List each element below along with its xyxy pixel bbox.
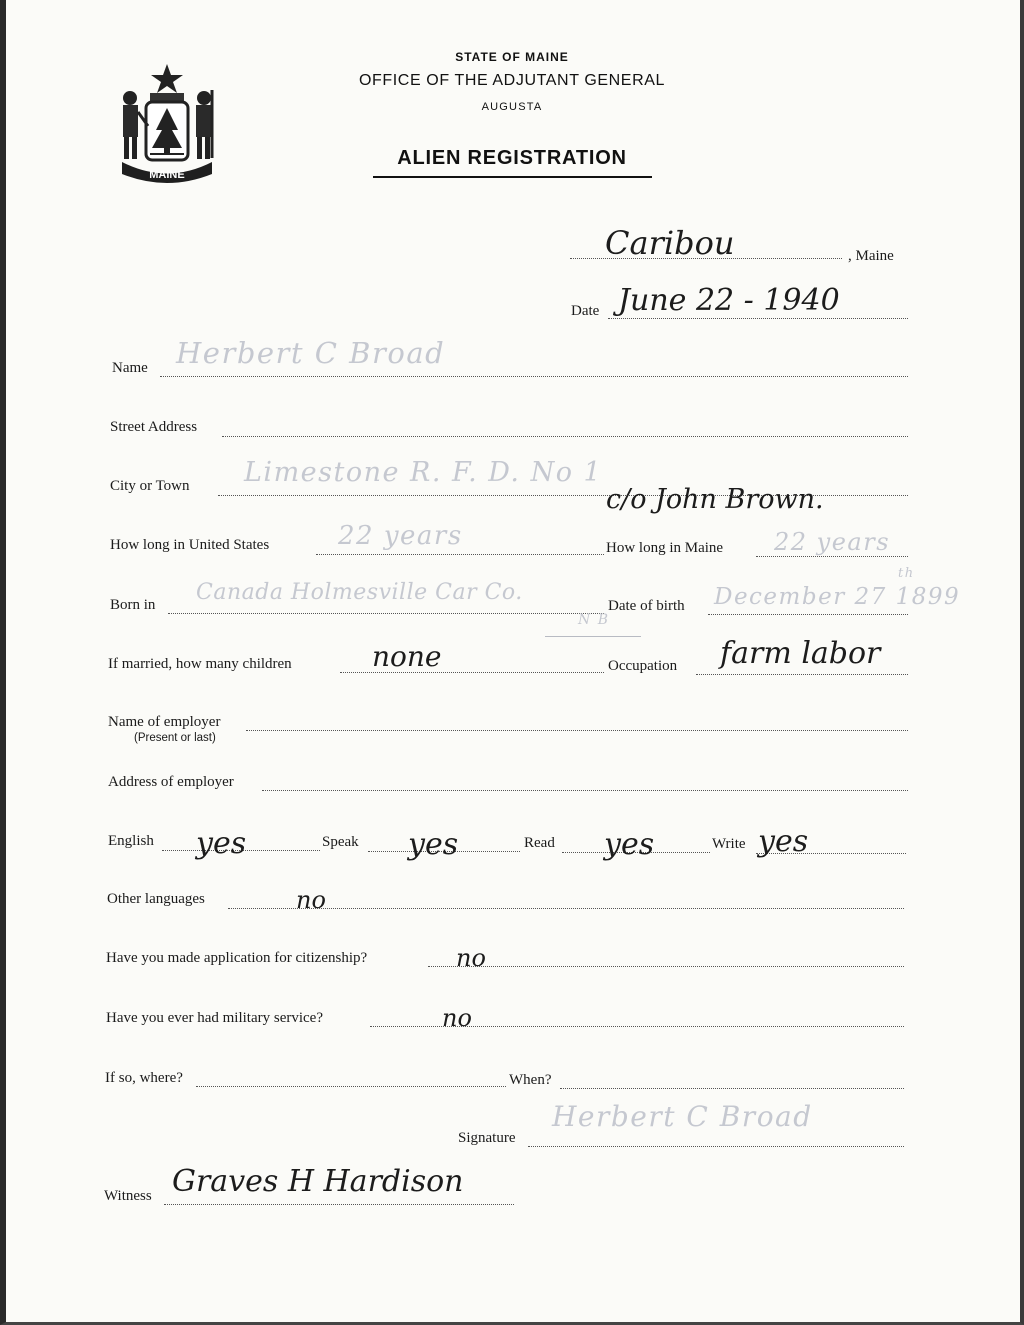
witness-label: Witness [104,1188,152,1204]
where-label: If so, where? [105,1070,183,1086]
street-line [222,436,908,437]
dob-suffix: th [898,566,915,581]
write-entry: yes [758,824,809,859]
maine-suffix: , Maine [848,248,894,264]
employer-sublabel: (Present or last) [134,732,216,744]
children-entry: none [372,640,442,673]
place-entry: Caribou [605,224,735,262]
where-line [196,1086,506,1087]
citizenship-label: Have you made application for citizenship? [106,950,368,966]
svg-text:MAINE: MAINE [149,169,185,181]
other-languages-entry: no [296,886,326,914]
signature-entry: Herbert C Broad [552,1100,813,1133]
date-entry: June 22 - 1940 [618,283,840,318]
speak-entry: yes [408,827,459,862]
office-heading: OFFICE OF THE ADJUTANT GENERAL [358,72,666,89]
when-line [560,1088,904,1089]
english-entry: yes [196,826,247,861]
speak-label: Speak [322,834,359,850]
born-in-line [168,613,604,614]
other-languages-label: Other languages [107,891,205,907]
signature-line [528,1146,904,1147]
city-entry: Limestone R. F. D. No 1 [244,457,603,488]
born-in-entry: Canada Holmesville Car Co. [196,580,523,605]
years-maine-line [756,556,908,557]
military-label: Have you ever had military service? [106,1010,323,1026]
years-maine-entry: 22 years [774,528,891,556]
name-entry: Herbert C Broad [176,336,446,370]
dob-entry: December 27 1899 [714,584,961,610]
write-label: Write [712,836,746,852]
citizenship-line [428,966,904,967]
state-heading: STATE OF MAINE [455,50,569,64]
read-entry: yes [604,827,655,862]
born-in-strike [545,636,641,637]
when-label: When? [509,1072,552,1088]
dob-label: Date of birth [608,598,685,614]
years-us-label: How long in United States [110,537,270,553]
employer-address-line [262,790,908,791]
read-label: Read [524,835,555,851]
occupation-entry: farm labor [720,636,881,671]
children-label: If married, how many children [108,656,292,672]
name-label: Name [112,360,148,376]
state-seal [112,60,222,185]
born-in-note: N B [578,612,610,628]
years-maine-label: How long in Maine [606,540,724,556]
occupation-label: Occupation [608,658,678,674]
city-heading: AUGUSTA [481,101,543,113]
occupation-line [696,674,908,675]
dob-line [708,614,908,615]
form-title: ALIEN REGISTRATION [397,147,627,169]
date-label: Date [571,303,600,319]
title-underline [373,176,652,178]
military-entry: no [442,1004,472,1032]
city-care-of-entry: c/o John Brown. [606,484,824,515]
employer-address-label: Address of employer [108,774,234,790]
city-label: City or Town [110,478,190,494]
years-us-line [316,554,604,555]
employer-label: Name of employer [108,714,221,730]
name-line [160,376,908,377]
signature-label: Signature [458,1130,516,1146]
english-label: English [108,833,154,849]
citizenship-entry: no [456,944,486,972]
born-in-label: Born in [110,597,156,613]
witness-entry: Graves H Hardison [172,1164,464,1199]
other-languages-line [228,908,904,909]
date-line [608,318,908,319]
witness-line [164,1204,514,1205]
years-us-entry: 22 years [338,521,463,551]
employer-line [246,730,908,731]
street-label: Street Address [110,419,198,435]
